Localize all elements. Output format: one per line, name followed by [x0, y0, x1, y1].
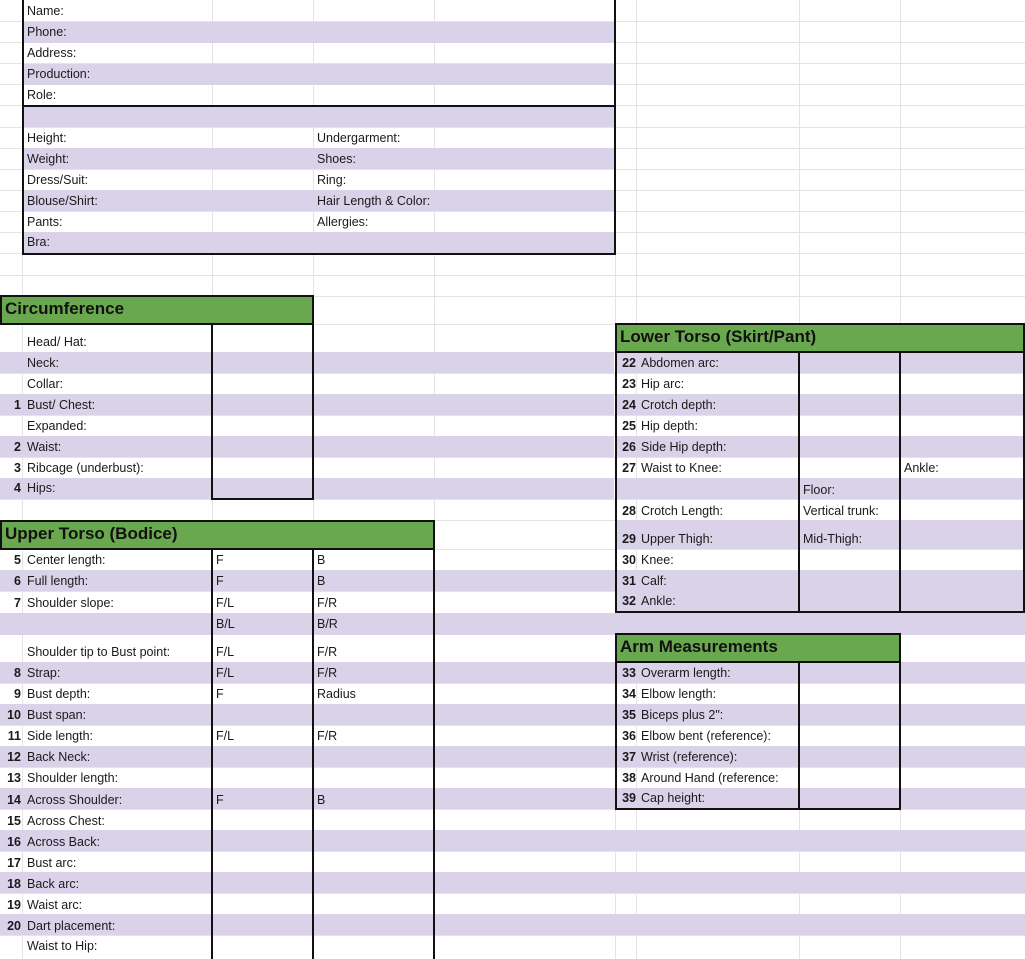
measurement-number: 17	[7, 856, 21, 870]
measurement-label: Ribcage (underbust):	[27, 461, 144, 475]
circumference-header: Circumference	[0, 295, 314, 325]
size-field-label: Height:	[27, 131, 67, 145]
size-field-label: Blouse/Shirt:	[27, 194, 98, 208]
row-band	[0, 872, 1025, 893]
size-field-label: Hair Length & Color:	[317, 194, 431, 208]
size-field-label: Bra:	[27, 235, 50, 249]
measurement-subfield: F/R	[317, 596, 338, 610]
contact-field-label: Phone:	[27, 25, 67, 39]
measurement-number: 7	[14, 596, 21, 610]
measurement-number: 23	[622, 377, 636, 391]
arm-header: Arm Measurements	[615, 633, 901, 663]
measurement-number: 35	[622, 708, 636, 722]
measurement-subfield: F/L	[216, 666, 235, 680]
measurement-label: Waist arc:	[27, 898, 83, 912]
contact-field-label: Name:	[27, 4, 64, 18]
measurement-label: Elbow bent (reference):	[641, 729, 771, 743]
measurement-label: Bust arc:	[27, 856, 77, 870]
measurement-number: 34	[622, 687, 636, 701]
contact-field-label: Production:	[27, 67, 91, 81]
measurement-subfield: Radius	[317, 687, 356, 701]
size-field-label: Dress/Suit:	[27, 173, 89, 187]
measurement-label: Shoulder slope:	[27, 596, 114, 610]
measurement-subfield: Ankle:	[904, 461, 939, 475]
measurement-label: Hip depth:	[641, 419, 698, 433]
measurement-subfield: Vertical trunk:	[803, 504, 879, 518]
measurement-number: 24	[622, 398, 636, 412]
grid-row-line	[0, 893, 1025, 894]
measurement-number: 14	[7, 793, 21, 807]
measurement-number: 37	[622, 750, 636, 764]
measurement-number: 25	[622, 419, 636, 433]
row-band	[0, 830, 1025, 851]
measurement-label: Bust span:	[27, 708, 87, 722]
measurement-label: Ankle:	[641, 594, 676, 608]
measurement-subfield: Floor:	[803, 483, 835, 497]
measurement-subfield: F/L	[216, 645, 235, 659]
measurement-label: Knee:	[641, 553, 674, 567]
measurement-label: Bust/ Chest:	[27, 398, 96, 412]
measurement-label: Abdomen arc:	[641, 356, 719, 370]
measurement-label: Hip arc:	[641, 377, 685, 391]
measurement-label: Full length:	[27, 574, 89, 588]
measurement-number: 38	[622, 771, 636, 785]
measurement-label: Side Hip depth:	[641, 440, 727, 454]
measurement-subfield: F	[216, 574, 224, 588]
measurement-number: 6	[14, 574, 21, 588]
measurement-number: 10	[7, 708, 21, 722]
measurement-number: 8	[14, 666, 21, 680]
upper-torso-col-divider	[312, 548, 314, 959]
measurement-label: Bust depth:	[27, 687, 91, 701]
measurement-subfield: F/R	[317, 666, 338, 680]
measurement-subfield: B	[317, 553, 326, 567]
grid-row-line	[0, 275, 1025, 276]
circumference-value-box	[211, 323, 314, 500]
measurement-label: Calf:	[641, 574, 667, 588]
lower-torso-divider-1	[798, 351, 800, 613]
measurement-number: 39	[622, 791, 636, 805]
upper-torso-header: Upper Torso (Bodice)	[0, 520, 435, 550]
measurement-number: 18	[7, 877, 21, 891]
measurement-subfield: F	[216, 687, 224, 701]
measurement-subfield: B/L	[216, 617, 235, 631]
size-field-label: Allergies:	[317, 215, 369, 229]
measurement-label: Expanded:	[27, 419, 87, 433]
measurement-number: 9	[14, 687, 21, 701]
size-field-label: Undergarment:	[317, 131, 401, 145]
measurement-label: Neck:	[27, 356, 59, 370]
measurement-number: 5	[14, 553, 21, 567]
measurement-label: Elbow length:	[641, 687, 717, 701]
measurement-label: Collar:	[27, 377, 64, 391]
grid-row-line	[0, 935, 1025, 936]
grid-row-line	[0, 851, 1025, 852]
measurement-label: Shoulder tip to Bust point:	[27, 645, 171, 659]
measurement-label: Upper Thigh:	[641, 532, 714, 546]
measurement-label: Back Neck:	[27, 750, 91, 764]
contact-info-box	[22, 0, 616, 107]
measurement-label: Biceps plus 2":	[641, 708, 724, 722]
measurement-number: 31	[622, 574, 636, 588]
measurement-label: Center length:	[27, 553, 106, 567]
measurement-label: Across Shoulder:	[27, 793, 123, 807]
measurement-number: 16	[7, 835, 21, 849]
size-field-label: Shoes:	[317, 152, 356, 166]
measurement-subfield: B	[317, 793, 326, 807]
arm-divider	[798, 661, 800, 810]
measurement-number: 11	[7, 729, 21, 743]
measurement-number: 2	[14, 440, 21, 454]
measurement-label: Wrist (reference):	[641, 750, 738, 764]
measurement-number: 26	[622, 440, 636, 454]
measurement-subfield: Mid-Thigh:	[803, 532, 863, 546]
measurement-number: 27	[622, 461, 636, 475]
measurement-number: 36	[622, 729, 636, 743]
measurement-label: Side length:	[27, 729, 94, 743]
measurement-number: 15	[7, 814, 21, 828]
contact-field-label: Address:	[27, 46, 77, 60]
measurement-label: Crotch Length:	[641, 504, 723, 518]
measurement-label: Waist:	[27, 440, 62, 454]
measurement-label: Shoulder length:	[27, 771, 119, 785]
measurement-label: Across Back:	[27, 835, 100, 849]
measurement-number: 4	[14, 481, 21, 495]
measurement-number: 33	[622, 666, 636, 680]
measurement-number: 30	[622, 553, 636, 567]
measurement-subfield: F/R	[317, 729, 338, 743]
measurement-subfield: F/L	[216, 729, 235, 743]
measurement-subfield: B/R	[317, 617, 338, 631]
row-band	[0, 914, 1025, 935]
measurement-label: Across Chest:	[27, 814, 105, 828]
measurement-label: Head/ Hat:	[27, 335, 87, 349]
size-field-label: Pants:	[27, 215, 63, 229]
measurement-label: Dart placement:	[27, 919, 116, 933]
measurement-subfield: B	[317, 574, 326, 588]
measurement-label: Waist to Knee:	[641, 461, 722, 475]
measurement-number: 28	[622, 504, 636, 518]
measurement-number: 12	[7, 750, 21, 764]
measurement-number: 20	[7, 919, 21, 933]
measurement-number: 3	[14, 461, 21, 475]
measurement-number: 29	[622, 532, 636, 546]
measurement-number: 19	[7, 898, 21, 912]
measurement-subfield: F	[216, 553, 224, 567]
measurement-subfield: F/R	[317, 645, 338, 659]
measurement-label: Waist to Hip:	[27, 939, 98, 953]
measurement-number: 32	[622, 594, 636, 608]
row-band	[0, 613, 1025, 635]
lower-torso-header: Lower Torso (Skirt/Pant)	[615, 323, 1025, 353]
lower-torso-divider-2	[899, 351, 901, 613]
measurement-label: Hips:	[27, 481, 56, 495]
measurement-number: 13	[7, 771, 21, 785]
measurement-label: Around Hand (reference:	[641, 771, 779, 785]
measurement-subfield: F/L	[216, 596, 235, 610]
measurement-label: Overarm length:	[641, 666, 731, 680]
size-field-label: Ring:	[317, 173, 347, 187]
measurement-subfield: F	[216, 793, 224, 807]
measurement-number: 22	[622, 356, 636, 370]
measurement-label: Back arc:	[27, 877, 80, 891]
measurement-label: Strap:	[27, 666, 61, 680]
measurement-label: Cap height:	[641, 791, 705, 805]
contact-field-label: Role:	[27, 88, 57, 102]
measurement-label: Crotch depth:	[641, 398, 717, 412]
measurement-number: 1	[14, 398, 21, 412]
size-field-label: Weight:	[27, 152, 70, 166]
